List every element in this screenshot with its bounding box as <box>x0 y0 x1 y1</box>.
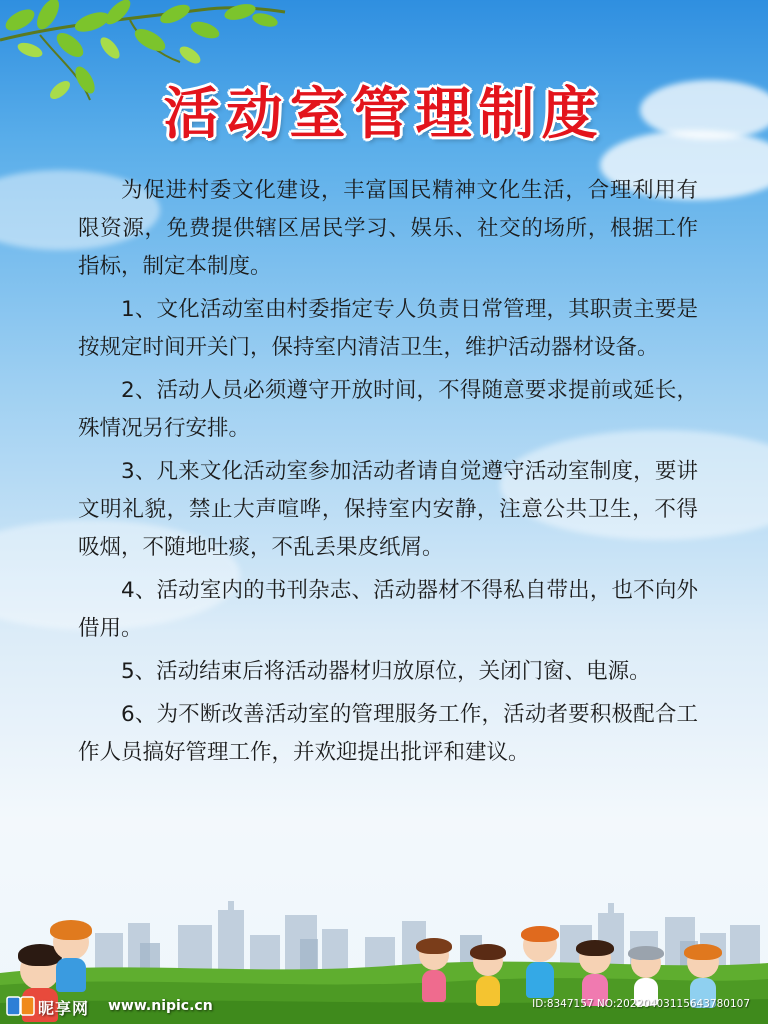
page-title: 活动室管理制度 <box>163 82 605 147</box>
rules-body <box>78 172 698 777</box>
rule-6: 6、为不断改善活动室的管理服务工作，活动者要积极配合工作人员搞好管理工作，并欢迎提出批评和建议。 <box>78 702 698 765</box>
cartoon-girl-icon <box>414 938 454 1008</box>
watermark-id: ID:8347157 NO:20220403115643780107 <box>532 998 750 1010</box>
watermark-url[interactable]: www.nipic.cn <box>108 998 213 1014</box>
cartoon-girl-icon <box>468 944 508 1012</box>
rule-4: 4、活动室内的书刊杂志、活动器材不得私自带出，也不向外借用。 <box>78 578 698 641</box>
rule-2: 2、活动人员必须遵守开放时间，不得随意要求提前或延长，殊情况另行安排。 <box>78 378 698 441</box>
cartoon-boy-icon <box>518 926 562 1006</box>
cartoon-girl-icon <box>48 920 94 1000</box>
rule-1: 1、文化活动室由村委指定专人负责日常管理，其职责主要是按规定时间开关门，保持室内清洁卫生，维护活动器材设备。 <box>78 297 698 360</box>
intro-paragraph: 为促进村委文化建设，丰富国民精神文化生活，合理利用有限资源，免费提供辖区居民学习、娱乐、社交的场所，根据工作指标，制定本制度。 <box>78 178 698 279</box>
watermark-site-name: 昵享网 <box>38 999 90 1018</box>
rule-5: 5、活动结束后将活动器材归放原位，关闭门窗、电源。 <box>121 659 651 684</box>
nipic-logo-icon <box>6 994 36 1018</box>
rule-3: 3、凡来文化活动室参加活动者请自觉遵守活动室制度，要讲文明礼貌，禁止大声喧哗，保持室内安静，注意公共卫生，不得吸烟，不随地吐痰，不乱丢果皮纸屑。 <box>78 459 698 560</box>
